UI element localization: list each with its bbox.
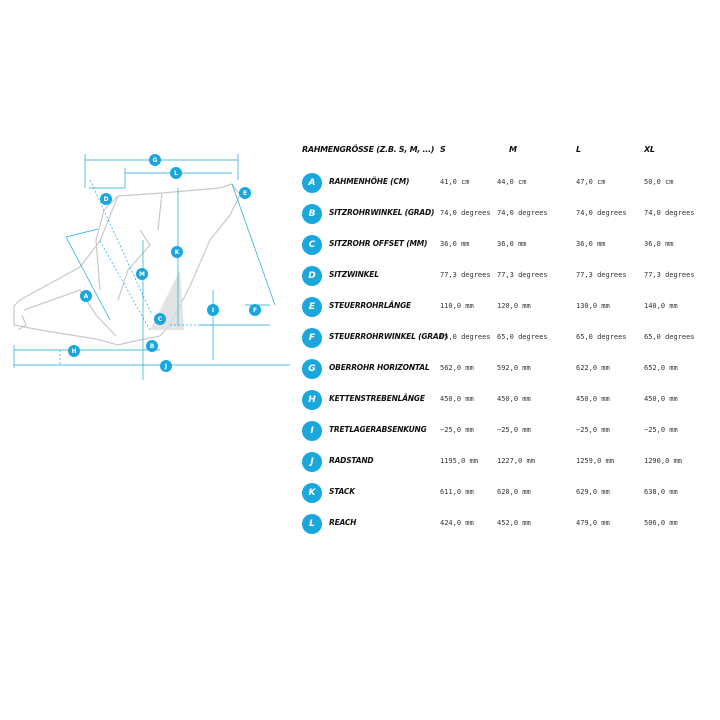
row-value-l: 622,0 mm: [576, 364, 610, 372]
row-value-xl: 506,0 mm: [644, 519, 678, 527]
header-size-s: S: [440, 145, 446, 154]
row-value-xl: 74,0 degrees: [644, 209, 695, 217]
row-value-s: 1195,0 mm: [440, 457, 478, 465]
marker-h: [68, 345, 80, 357]
table-row: [300, 266, 710, 297]
row-value-xl: 652,0 mm: [644, 364, 678, 372]
row-value-xl: 77,3 degrees: [644, 271, 695, 279]
marker-i: [207, 304, 219, 316]
row-value-xl: −25,0 mm: [644, 426, 678, 434]
row-label: STEUERROHRWINKEL (GRAD): [329, 332, 448, 341]
row-value-s: 74,0 degrees: [440, 209, 491, 217]
row-value-l: 479,0 mm: [576, 519, 610, 527]
row-value-l: 74,0 degrees: [576, 209, 627, 217]
marker-a: [80, 290, 92, 302]
marker-j-label: J: [164, 363, 168, 370]
row-value-s: −25,0 mm: [440, 426, 474, 434]
row-label: REACH: [329, 518, 357, 527]
marker-m-label: M: [139, 271, 145, 278]
marker-b: [146, 340, 158, 352]
row-value-m: 36,0 mm: [497, 240, 527, 248]
header-size-l: L: [576, 145, 581, 154]
table-row: [300, 390, 710, 421]
row-value-m: 44,0 cm: [497, 178, 527, 186]
row-key-badge: E: [302, 297, 322, 317]
row-label: SITZROHRWINKEL (GRAD): [329, 208, 435, 217]
table-row: [300, 514, 710, 545]
row-key-badge: K: [302, 483, 322, 503]
row-value-xl: 50,0 cm: [644, 178, 674, 186]
row-value-s: 41,0 cm: [440, 178, 470, 186]
table-row: [300, 235, 710, 266]
table-row: [300, 483, 710, 514]
row-key-badge: I: [302, 421, 322, 441]
row-value-m: 65,0 degrees: [497, 333, 548, 341]
table-row: [300, 359, 710, 390]
header-size-label: RAHMENGRÖSSE (Z.B. S, M, ...): [302, 145, 435, 154]
row-value-s: 424,0 mm: [440, 519, 474, 527]
marker-a-label: A: [83, 293, 89, 300]
row-value-m: 77,3 degrees: [497, 271, 548, 279]
row-value-xl: 36,0 mm: [644, 240, 674, 248]
row-value-m: −25,0 mm: [497, 426, 531, 434]
row-label: RAHMENHÖHE (CM): [329, 177, 410, 186]
row-key-badge: D: [302, 266, 322, 286]
marker-j: [160, 360, 172, 372]
row-value-s: 36,0 mm: [440, 240, 470, 248]
row-value-l: 47,0 cm: [576, 178, 606, 186]
row-value-s: 77,3 degrees: [440, 271, 491, 279]
marker-f-label: F: [252, 307, 258, 314]
bike-frame-outline: [14, 184, 240, 345]
row-value-l: 130,0 mm: [576, 302, 610, 310]
row-key-badge: L: [302, 514, 322, 534]
header-size-xl: XL: [644, 145, 655, 154]
row-label: RADSTAND: [329, 456, 374, 465]
row-value-xl: 450,0 mm: [644, 395, 678, 403]
marker-k-label: K: [174, 249, 180, 256]
table-row: [300, 452, 710, 483]
bike-geometry-diagram: [0, 140, 290, 390]
row-key-badge: A: [302, 173, 322, 193]
table-row: [300, 204, 710, 235]
row-label: SITZWINKEL: [329, 270, 379, 279]
marker-l-label: L: [174, 170, 178, 177]
row-key-badge: J: [302, 452, 322, 472]
row-label: STACK: [329, 487, 355, 496]
row-key-badge: G: [302, 359, 322, 379]
row-value-l: 65,0 degrees: [576, 333, 627, 341]
marker-c-label: C: [157, 316, 163, 323]
row-value-l: 1259,0 mm: [576, 457, 614, 465]
row-label: OBERROHR HORIZONTAL: [329, 363, 430, 372]
marker-h-label: H: [71, 348, 77, 355]
table-row: [300, 421, 710, 452]
marker-k: [171, 246, 183, 258]
row-value-l: 77,3 degrees: [576, 271, 627, 279]
row-value-s: 450,0 mm: [440, 395, 474, 403]
table-row: [300, 328, 710, 359]
marker-f: [249, 304, 261, 316]
marker-g-label: G: [152, 157, 158, 164]
row-value-m: 1227,0 mm: [497, 457, 535, 465]
row-value-l: 36,0 mm: [576, 240, 606, 248]
marker-l: [170, 167, 182, 179]
row-value-xl: 638,0 mm: [644, 488, 678, 496]
row-key-badge: H: [302, 390, 322, 410]
row-value-m: 74,0 degrees: [497, 209, 548, 217]
marker-e-label: E: [242, 190, 248, 197]
row-value-xl: 65,0 degrees: [644, 333, 695, 341]
row-value-l: −25,0 mm: [576, 426, 610, 434]
row-value-m: 120,0 mm: [497, 302, 531, 310]
table-row: [300, 173, 710, 204]
row-value-m: 592,0 mm: [497, 364, 531, 372]
row-label: KETTENSTREBENLÄNGE: [329, 394, 425, 403]
row-value-xl: 1290,0 mm: [644, 457, 682, 465]
row-value-m: 450,0 mm: [497, 395, 531, 403]
row-key-badge: F: [302, 328, 322, 348]
table-row: [300, 297, 710, 328]
header-size-m: M: [509, 145, 517, 154]
row-label: STEUERROHRLÄNGE: [329, 301, 411, 310]
row-key-badge: C: [302, 235, 322, 255]
marker-i-label: I: [211, 307, 215, 314]
row-value-s: 611,0 mm: [440, 488, 474, 496]
row-value-m: 452,0 mm: [497, 519, 531, 527]
marker-g: [149, 154, 161, 166]
row-label: SITZROHR OFFSET (MM): [329, 239, 428, 248]
row-label: TRETLAGERABSENKUNG: [329, 425, 427, 434]
marker-e: [239, 187, 251, 199]
row-value-s: 65,0 degrees: [440, 333, 491, 341]
marker-c: [154, 313, 166, 325]
row-key-badge: B: [302, 204, 322, 224]
row-value-l: 629,0 mm: [576, 488, 610, 496]
marker-b-label: B: [149, 343, 155, 350]
row-value-xl: 140,0 mm: [644, 302, 678, 310]
row-value-m: 620,0 mm: [497, 488, 531, 496]
row-value-s: 562,0 mm: [440, 364, 474, 372]
row-value-s: 110,0 mm: [440, 302, 474, 310]
marker-d-label: D: [103, 196, 109, 203]
marker-d: [100, 193, 112, 205]
marker-m: [136, 268, 148, 280]
row-value-l: 450,0 mm: [576, 395, 610, 403]
